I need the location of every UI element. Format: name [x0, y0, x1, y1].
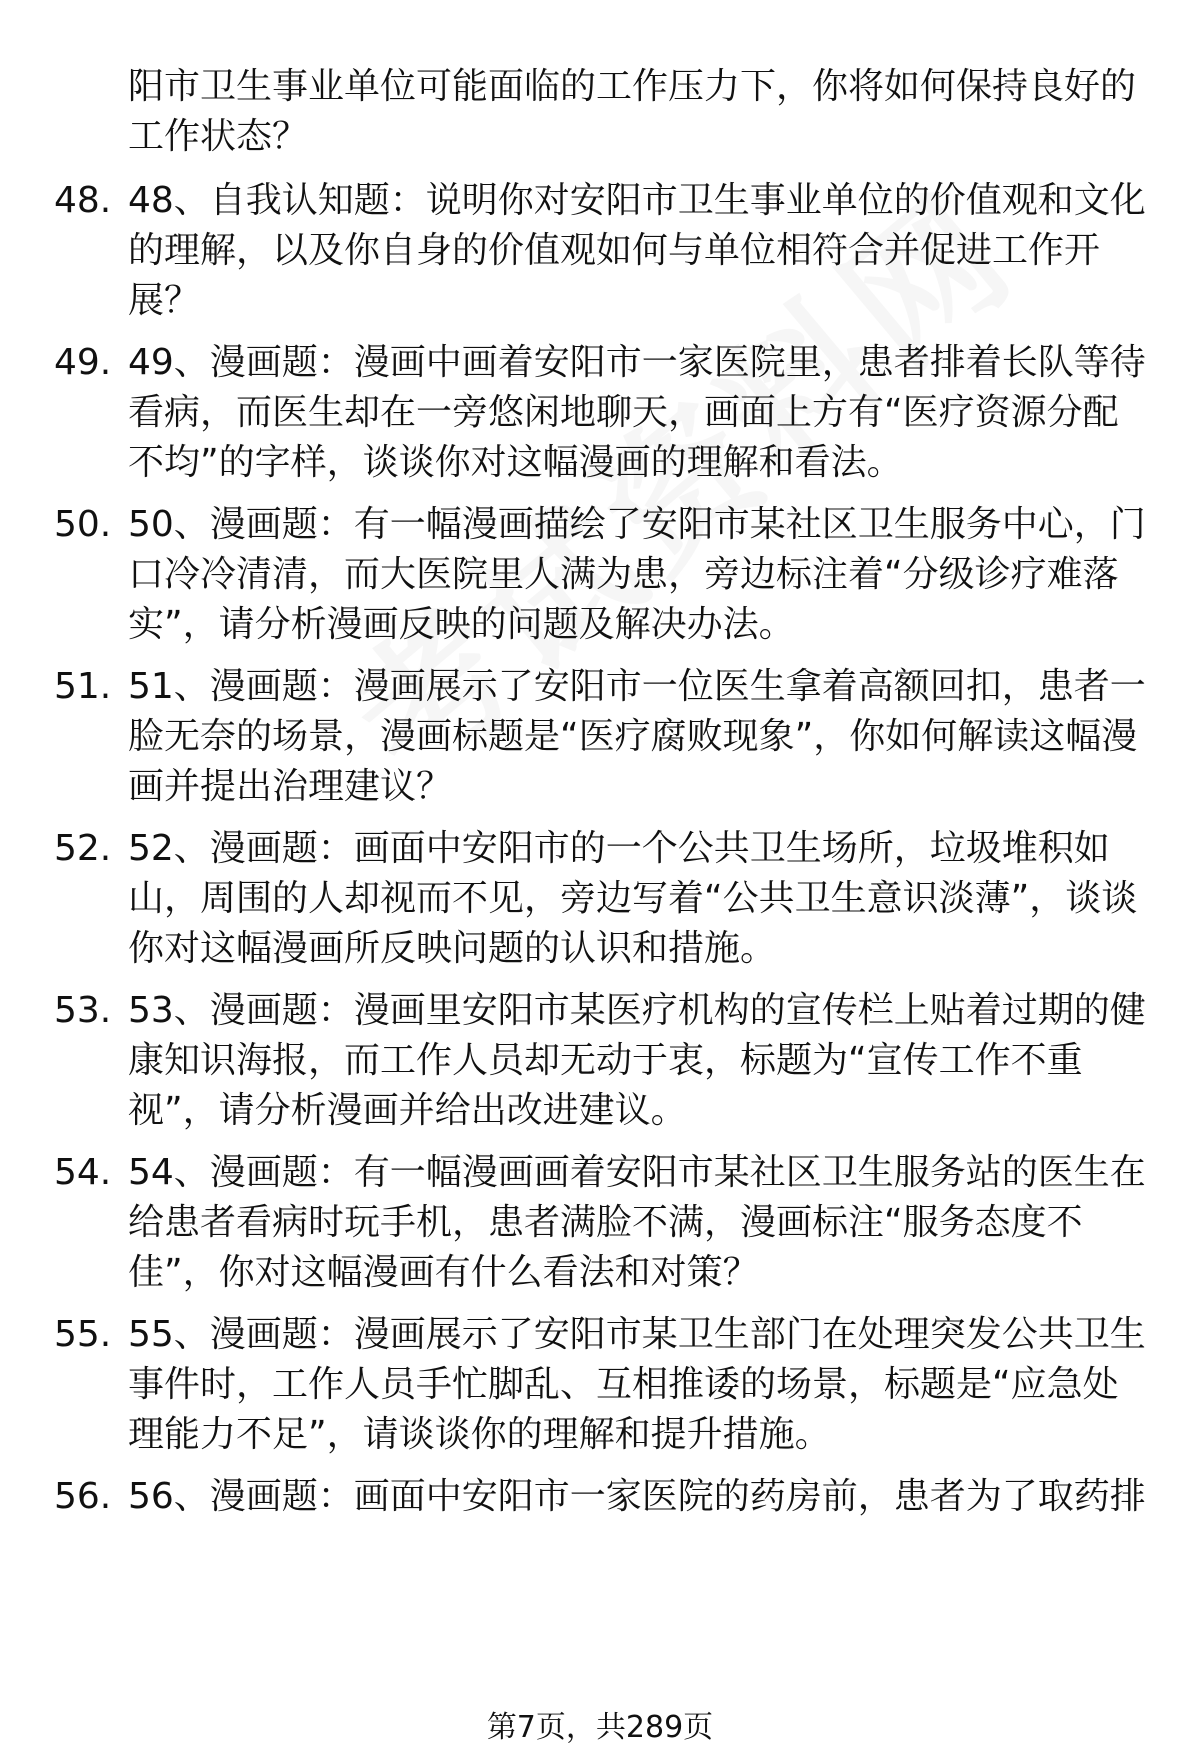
question-text: 52、漫画题：画面中安阳市的一个公共卫生场所，垃圾堆积如山，周围的人却视而不见，旁边写着“公共卫生意识淡薄”，谈谈你对这幅漫画所反映问题的认识和措施。	[128, 828, 1138, 969]
question-number: 55.	[54, 1314, 112, 1355]
question-52	[54, 824, 1154, 974]
page-footer: 第7页，共289页	[486, 1710, 714, 1745]
question-number: 48.	[54, 180, 112, 221]
question-number: 51.	[54, 666, 112, 707]
question-50	[54, 500, 1154, 650]
question-number: 53.	[54, 990, 112, 1031]
question-number: 49.	[54, 342, 112, 383]
question-text: 56、漫画题：画面中安阳市一家医院的药房前，患者为了取药排	[128, 1476, 1146, 1517]
question-text: 51、漫画题：漫画展示了安阳市一位医生拿着高额回扣，患者一脸无奈的场景，漫画标题是“医疗腐败现象”，你如何解读这幅漫画并提出治理建议？	[128, 666, 1146, 807]
question-text: 50、漫画题：有一幅漫画描绘了安阳市某社区卫生服务中心，门口冷冷清清，而大医院里人满为患，旁边标注着“分级诊疗难落实”，请分析漫画反映的问题及解决办法。	[128, 504, 1146, 645]
question-continuation: 阳市卫生事业单位可能面临的工作压力下，你将如何保持良好的工作状态？	[128, 66, 1137, 157]
question-48	[54, 176, 1154, 326]
question-number: 54.	[54, 1152, 112, 1193]
question-text: 49、漫画题：漫画中画着安阳市一家医院里，患者排着长队等待看病，而医生却在一旁悠闲地聊天，画面上方有“医疗资源分配不均”的字样，谈谈你对这幅漫画的理解和看法。	[128, 342, 1146, 483]
question-number: 56.	[54, 1476, 112, 1517]
question-51	[54, 662, 1154, 812]
question-text: 53、漫画题：漫画里安阳市某医疗机构的宣传栏上贴着过期的健康知识海报，而工作人员却无动于衷，标题为“宣传工作不重视”，请分析漫画并给出改进建议。	[128, 990, 1146, 1131]
question-text: 55、漫画题：漫画展示了安阳市某卫生部门在处理突发公共卫生事件时，工作人员手忙脚乱、互相推诿的场景，标题是“应急处理能力不足”，请谈谈你的理解和提升措施。	[128, 1314, 1146, 1455]
question-text: 48、自我认知题：说明你对安阳市卫生事业单位的价值观和文化的理解，以及你自身的价值观如何与单位相符合并促进工作开展？	[128, 180, 1146, 321]
question-number: 52.	[54, 828, 112, 869]
question-number: 50.	[54, 504, 112, 545]
question-text: 54、漫画题：有一幅漫画画着安阳市某社区卫生服务站的医生在给患者看病时玩手机，患者满脸不满，漫画标注“服务态度不佳”，你对这幅漫画有什么看法和对策？	[128, 1152, 1146, 1293]
question-56	[54, 1472, 1154, 1522]
question-54	[54, 1148, 1154, 1298]
question-53	[54, 986, 1154, 1136]
question-49	[54, 338, 1154, 488]
question-55	[54, 1310, 1154, 1460]
